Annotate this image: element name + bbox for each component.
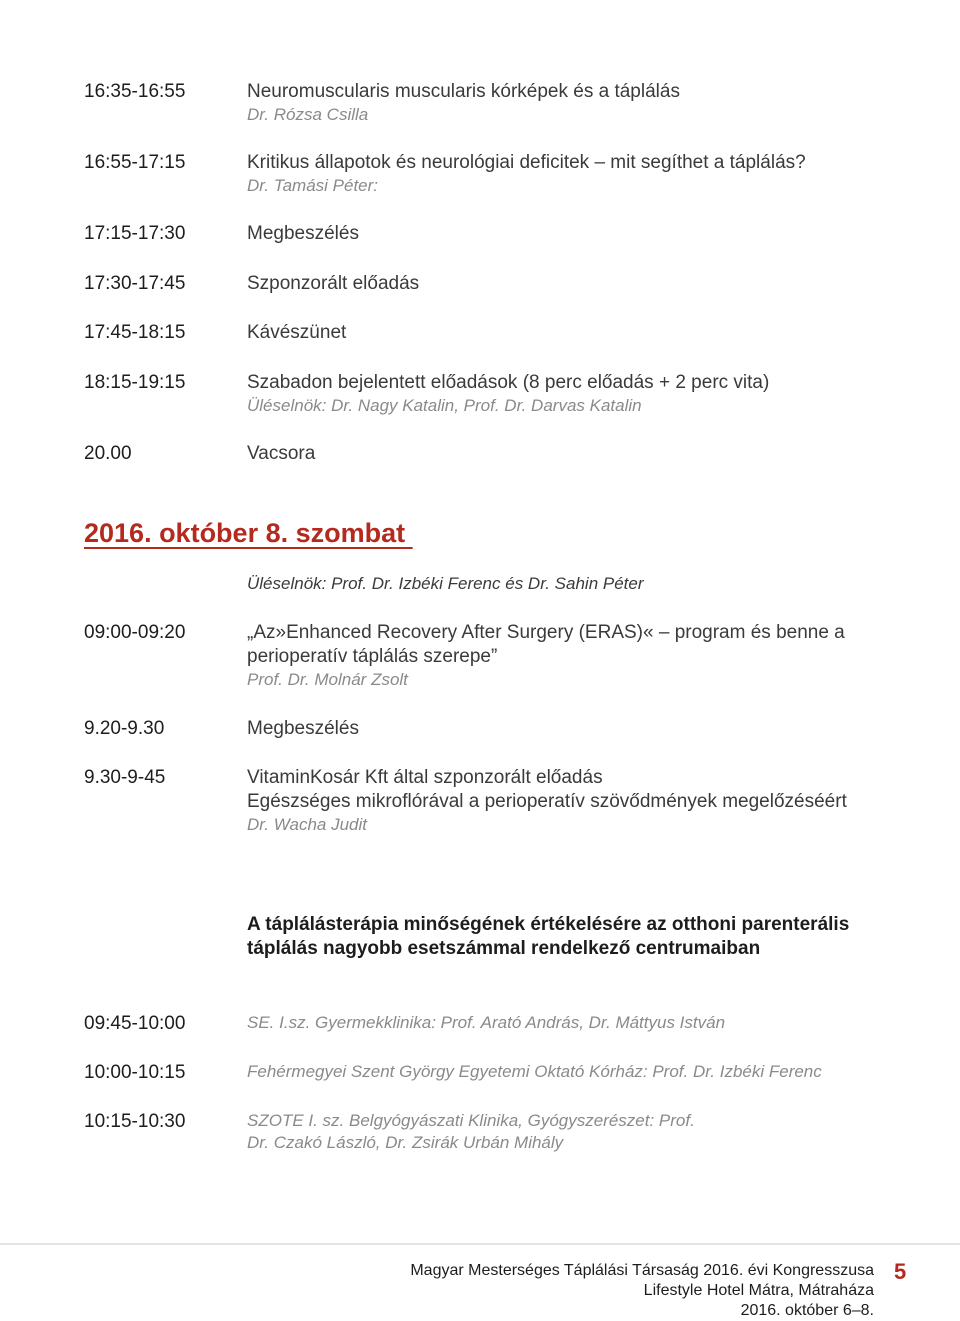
speaker: SZOTE I. sz. Belgyógyászati Klinika, Gyógyszerészet: Prof. Dr. Czakó László, Dr. Zsirák Urbán Mihály bbox=[247, 1111, 695, 1152]
time-slot: 17:45-18:15 bbox=[84, 322, 186, 343]
footer-line-3: 2016. október 6–8. bbox=[740, 1302, 874, 1319]
time-slot: 18:15-19:15 bbox=[84, 372, 186, 393]
footer-line-2: Lifestyle Hotel Mátra, Mátraháza bbox=[643, 1282, 874, 1299]
time-slot: 17:15-17:30 bbox=[84, 223, 186, 244]
footer-line-1: Magyar Mesterséges Táplálási Társaság 2016. évi Kongresszusa bbox=[410, 1262, 874, 1279]
time-slot: 17:30-17:45 bbox=[84, 273, 186, 294]
talk-title: VitaminKosár Kft által szponzorált előadás bbox=[247, 767, 603, 788]
talk-subtitle: Egészséges mikroflórával a perioperatív szövődmények megelőzéséért bbox=[247, 791, 847, 812]
speaker: Dr. Tamási Péter: bbox=[247, 176, 379, 195]
talk-title: Szponzorált előadás bbox=[247, 273, 420, 294]
footer bbox=[410, 1261, 874, 1321]
page-number: 5 bbox=[894, 1259, 907, 1284]
speaker: Dr. Rózsa Csilla bbox=[247, 105, 369, 124]
session-chairs: Üléselnök: Prof. Dr. Izbéki Ferenc és Dr. Sahin Péter bbox=[247, 574, 644, 593]
talk-title: Neuromuscularis muscularis kórképek és a táplálás bbox=[247, 81, 680, 102]
talk-title: Megbeszélés bbox=[247, 223, 359, 244]
time-slot: 20.00 bbox=[84, 443, 132, 464]
talk-title: Megbeszélés bbox=[247, 718, 359, 739]
time-slot: 16:35-16:55 bbox=[84, 81, 186, 102]
time-slot: 16:55-17:15 bbox=[84, 152, 186, 173]
talk-title: Kávészünet bbox=[247, 322, 347, 343]
time-slot: 09:45-10:00 bbox=[84, 1013, 186, 1034]
talk-title: Vacsora bbox=[247, 443, 316, 464]
footer-divider bbox=[0, 1243, 960, 1245]
day-heading: 2016. október 8. szombat bbox=[84, 518, 413, 548]
speaker: Prof. Dr. Molnár Zsolt bbox=[247, 670, 408, 689]
talk-title: Kritikus állapotok és neurológiai deficitek – mit segíthet a táplálás? bbox=[247, 152, 806, 173]
time-slot: 9.30-9-45 bbox=[84, 767, 166, 788]
time-slot: 10:15-10:30 bbox=[84, 1111, 186, 1132]
talk-title: „Az»Enhanced Recovery After Surgery (ERAS)« – program és benne a perioperatív táplálás szerepe” bbox=[247, 622, 845, 667]
session-chairs: Üléselnök: Dr. Nagy Katalin, Prof. Dr. Darvas Katalin bbox=[247, 396, 642, 415]
session-title: A táplálásterápia minőségének értékelésére az otthoni parenterális táplálás nagyobb esetszámmal rendelkező centrumaiban bbox=[247, 914, 850, 959]
speaker: SE. I.sz. Gyermekklinika: Prof. Arató András, Dr. Máttyus István bbox=[247, 1013, 726, 1032]
speaker: Dr. Wacha Judit bbox=[247, 815, 367, 834]
talk-title: Szabadon bejelentett előadások (8 perc előadás + 2 perc vita) bbox=[247, 372, 770, 393]
speaker: Fehérmegyei Szent György Egyetemi Oktató Kórház: Prof. Dr. Izbéki Ferenc bbox=[247, 1062, 822, 1081]
time-slot: 9.20-9.30 bbox=[84, 718, 165, 739]
time-slot: 09:00-09:20 bbox=[84, 622, 186, 643]
time-slot: 10:00-10:15 bbox=[84, 1062, 186, 1083]
